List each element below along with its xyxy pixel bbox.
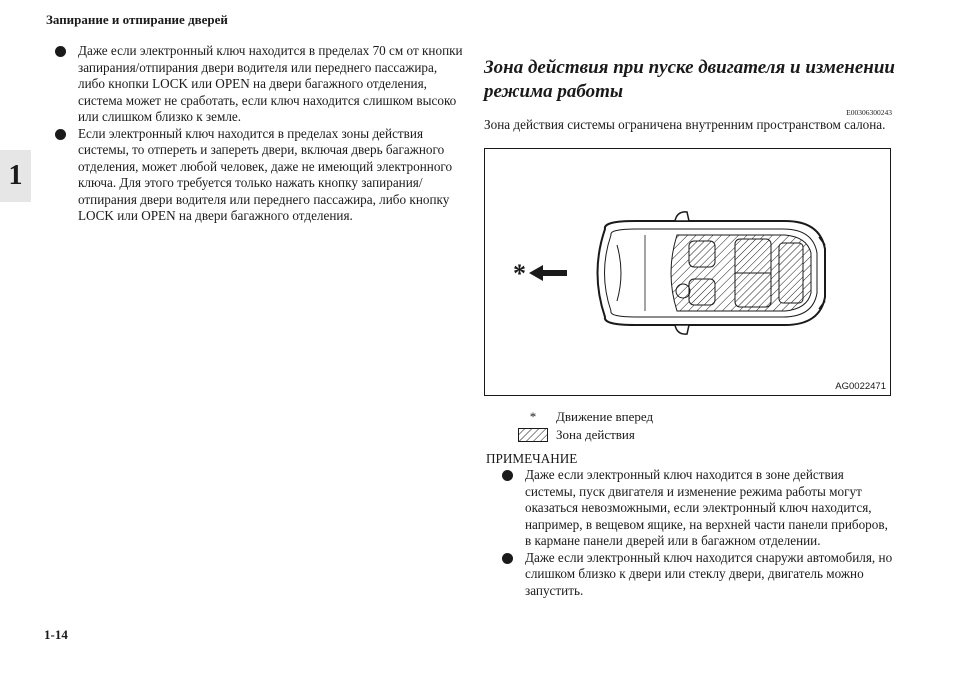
bullet-text: Даже если электронный ключ находится в зоне действия системы, пуск двигателя и изменение режима работы могут оказаться невозможными, если электронный ключ находится, например, в вещевом ящике, на верхней части панели приборов, в кармане панели дверей или в багажном отделении. — [525, 467, 888, 548]
right-column — [484, 56, 896, 134]
note-title: ПРИМЕЧАНИЕ — [486, 451, 578, 466]
forward-arrow-icon — [529, 265, 567, 281]
car-icon — [598, 212, 826, 334]
list-item — [55, 126, 463, 225]
running-header: Запирание и отпирание дверей — [46, 12, 228, 27]
chapter-tab — [0, 150, 31, 202]
bullet-dot-icon — [55, 129, 66, 140]
bullet-text: Даже если электронный ключ находится в пределах 70 см от кнопки запирания/отпирания двери водителя или переднего пассажира, либо кнопки LOCK или OPEN на двери багажного отделения, система может не сработать, если ключ находится слишком высоко или слишком близко к земле. — [78, 43, 463, 124]
bullet-text: Даже если электронный ключ находится снаружи автомобиля, но слишком близко к двери или стеклу двери, двигатель можно запустить. — [525, 549, 893, 598]
chapter-number: 1 — [8, 160, 23, 191]
figure-asterisk: * — [513, 259, 526, 288]
legend-zone — [518, 426, 653, 444]
note-block — [486, 451, 896, 599]
section-title: Зона действия при пуске двигателя и изменении режима работы — [484, 57, 895, 102]
bullet-dot-icon — [502, 553, 513, 564]
legend-forward — [518, 408, 653, 426]
bullet-dot-icon — [502, 470, 513, 481]
section-intro: Зона действия системы ограничена внутренним пространством салона. — [484, 117, 886, 132]
section-code: E00306300243 — [846, 108, 892, 117]
page-number: 1-14 — [44, 627, 68, 642]
figure-legend — [518, 408, 653, 444]
car-top-view-illustration — [485, 149, 890, 395]
legend-asterisk: * — [529, 409, 537, 424]
list-item — [502, 550, 896, 600]
legend-forward-label: Движение вперед — [556, 409, 654, 424]
car-zone-figure — [484, 148, 891, 396]
list-item — [502, 467, 896, 550]
list-item — [55, 43, 463, 126]
bullet-dot-icon — [55, 46, 66, 57]
bullet-text: Если электронный ключ находится в пределах зоны действия системы, то отпереть и запереть двери, включая дверь багажного отделения, может любой человек, даже не имеющий электронного ключа. Для этого требуется только нажать кнопку запирания/отпирания двери водителя или переднего пассажира, либо кнопку LOCK или OPEN на двери багажного отделения. — [78, 125, 453, 223]
legend-zone-label: Зона действия — [556, 427, 635, 442]
left-column — [55, 43, 463, 225]
figure-code: AG0022471 — [835, 381, 886, 392]
hatch-swatch-icon — [518, 428, 548, 442]
